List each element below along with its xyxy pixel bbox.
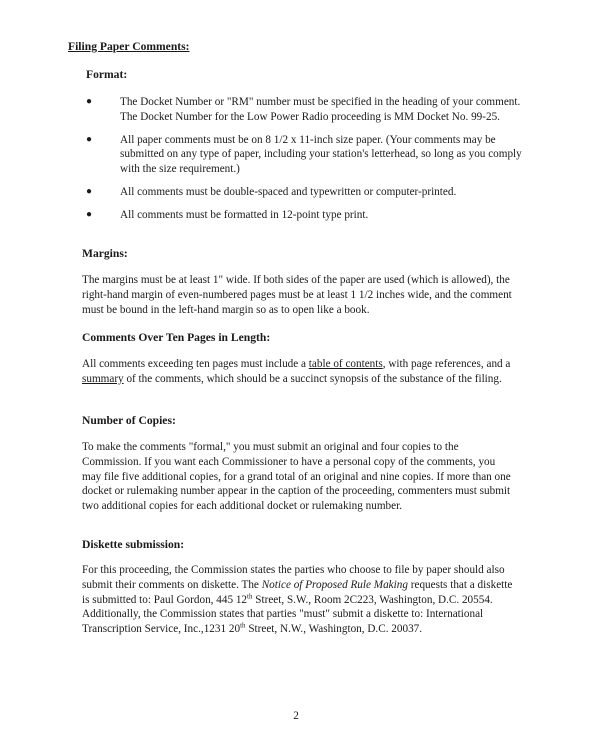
bullet-item [86, 95, 526, 125]
margins-heading: Margins: [82, 247, 128, 260]
page-title: Filing Paper Comments: [68, 40, 190, 53]
diskette-paragraph [82, 563, 514, 637]
diskette-heading: Diskette submission: [82, 538, 185, 551]
bullet-text: All comments must be double-spaced and typewritten or computer-printed. [120, 185, 457, 198]
long-comments-text: All comments exceeding ten pages must include a [82, 358, 309, 370]
bullet-icon: ● [86, 208, 93, 220]
bullet-item [86, 185, 526, 200]
bullet-text: All paper comments must be on 8 1/2 x 11-inch size paper. (Your comments may be submitted on any type of paper, including your station's letterhead, so long as you comply with the size requirement.) [120, 133, 522, 176]
long-comments-heading: Comments Over Ten Pages in Length: [82, 331, 271, 344]
bullet-text: All comments must be formatted in 12-point type print. [120, 208, 369, 221]
format-bullet-list [86, 95, 526, 230]
bullet-icon: ● [86, 96, 93, 107]
long-comments-text: of the comments, which should be a succinct synopsis of the substance of the filing. [123, 372, 502, 385]
format-heading: Format: [86, 68, 128, 81]
bullet-item [86, 133, 526, 177]
copies-heading: Number of Copies: [82, 414, 176, 427]
margins-paragraph: The margins must be at least 1" wide. If both sides of the paper are used (which is allowed), the right-hand margin of even-numbered pages must be at least 1 1/2 inches wide, and the comment must be bound in the left-hand margin so as to open like a book. [82, 274, 512, 316]
bullet-item [86, 208, 526, 223]
page-number: 2 [293, 710, 299, 722]
summary-term: summary [82, 372, 124, 385]
copies-paragraph: To make the comments "formal," you must submit an original and four copies to the Commission. If you want each Commissioner to have a personal copy of the comments, you may file five additional copies, for a grand total of an original and nine copies. If more than one docket or rulemaking number appear in the caption of the proceeding, commenters must submit two additional copies for each additional docket or rulemaking number. [82, 441, 511, 513]
diskette-text: requests that a diskette is submitted to: Paul Gordon, 445 12 [82, 578, 513, 606]
diskette-text: For this proceeding, the Commission states the parties who choose to file by paper should also submit their comments on diskette. The [82, 564, 505, 591]
bullet-text: The Docket Number or "RM" number must be specified in the heading of your comment. The Docket Number for the Low Power Radio proceeding is MM Docket No. 99-25. [120, 96, 521, 123]
diskette-text: Street, S.W., Room 2C223, Washington, D.C. 20554. Additionally, the Commission states that parties "must" submit a diskette to: International Transcription Service, Inc.,1231 20 [82, 593, 493, 636]
long-comments-paragraph [82, 357, 514, 387]
table-of-contents-term: table of contents [308, 358, 383, 370]
ordinal-suffix: th [247, 591, 253, 600]
notice-title: Notice of Proposed Rule Making [261, 578, 408, 591]
bullet-icon: ● [86, 133, 93, 145]
ordinal-suffix: th [240, 621, 246, 630]
diskette-text: Street, N.W., Washington, D.C. 20037. [245, 623, 423, 636]
bullet-icon: ● [86, 185, 93, 197]
long-comments-text: , with page references, and a [382, 358, 511, 370]
